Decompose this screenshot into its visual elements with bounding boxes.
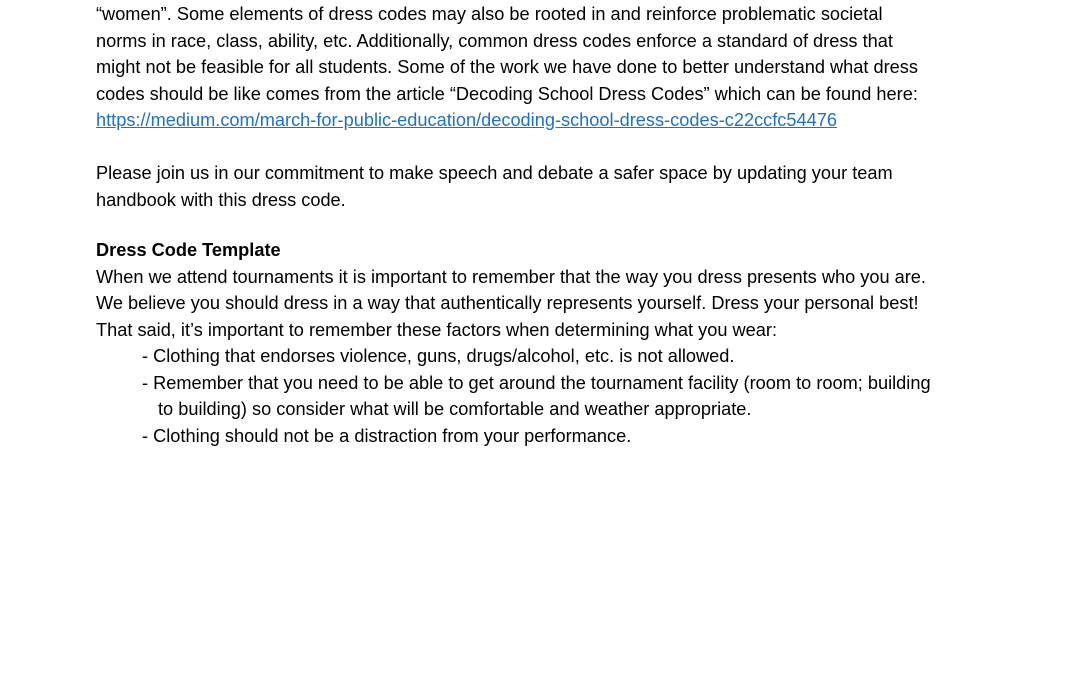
call-to-action-paragraph	[96, 160, 1056, 213]
intro-line: norms in race, class, ability, etc. Additionally, common dress codes enforce a standard of dress that	[96, 30, 893, 51]
dress-code-rules-list	[142, 343, 1062, 449]
intro-paragraph	[96, 1, 1056, 134]
list-item: - Clothing should not be a distraction from your performance.	[142, 425, 632, 446]
template-line: When we attend tournaments it is important to remember that the way you dress presents who you are.	[96, 266, 926, 287]
cta-line: handbook with this dress code.	[96, 189, 346, 210]
template-line: That said, it’s important to remember these factors when determining what you wear:	[96, 319, 778, 340]
intro-line: “women”. Some elements of dress codes may also be rooted in and reinforce problematic societal	[96, 4, 883, 24]
list-item: - Clothing that endorses violence, guns, drugs/alcohol, etc. is not allowed.	[142, 346, 735, 366]
list-item: - Remember that you need to be able to get around the tournament facility (room to room; building	[142, 372, 931, 393]
section-heading: Dress Code Template	[96, 240, 281, 260]
cta-line: Please join us in our commitment to make speech and debate a safer space by updating your team	[96, 163, 893, 183]
article-link[interactable]: https://medium.com/march-for-public-education/decoding-school-dress-codes-c22ccfc54476	[96, 110, 837, 130]
intro-line: codes should be like comes from the article “Decoding School Dress Codes” which can be found here:	[96, 83, 918, 104]
template-line: We believe you should dress in a way that authentically represents yourself. Dress your personal best!	[96, 293, 919, 313]
intro-line: might not be feasible for all students. Some of the work we have done to better understand what dress	[96, 57, 918, 77]
list-item-continuation: to building) so consider what will be comfortable and weather appropriate.	[158, 399, 752, 419]
dress-code-template-section	[96, 237, 1056, 343]
